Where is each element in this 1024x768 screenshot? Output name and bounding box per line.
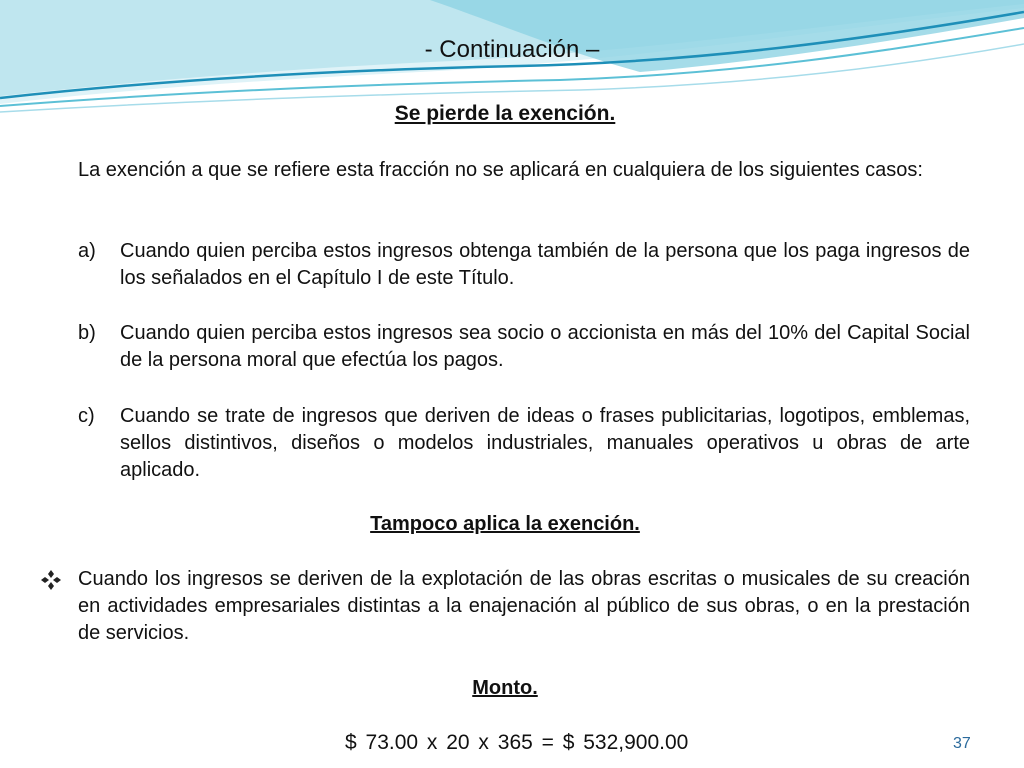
slide-title: - Continuación – — [424, 36, 600, 63]
heading-tampoco-aplica: Tampoco aplica la exención. — [370, 513, 640, 535]
bullet-paragraph: Cuando los ingresos se deriven de la explotación de las obras escritas o musicales de su creación en actividades empresariales distintas a la enajenación al público de sus obras, o en la prestación de servicios. — [78, 568, 970, 644]
list-marker-a: a) — [78, 240, 96, 262]
list-item-b: Cuando quien perciba estos ingresos sea socio o accionista en más del 10% del Capital Social de la persona moral que efectúa los pagos. — [120, 322, 970, 371]
heading-monto: Monto. — [472, 677, 538, 699]
list-marker-b: b) — [78, 322, 96, 344]
diamond-bullet-icon — [40, 569, 62, 591]
heading-se-pierde-exencion: Se pierde la exención. — [394, 102, 616, 125]
page-number: 37 — [953, 735, 971, 752]
list-item-a: Cuando quien perciba estos ingresos obtenga también de la persona que los paga ingresos de los señalados en el Capítulo I de este Título. — [120, 240, 970, 289]
intro-paragraph: La exención a que se refiere esta fracción no se aplicará en cualquiera de los siguientes casos: — [78, 159, 923, 181]
list-item-c: Cuando se trate de ingresos que deriven de ideas o frases publicitarias, logotipos, emblemas, sellos distintivos, diseños o modelos industriales, manuales operativos u obras de arte aplicado. — [120, 405, 970, 481]
list-marker-c: c) — [78, 405, 95, 427]
amount-formula: $ 73.00 x 20 x 365 = $ 532,900.00 — [345, 731, 689, 754]
